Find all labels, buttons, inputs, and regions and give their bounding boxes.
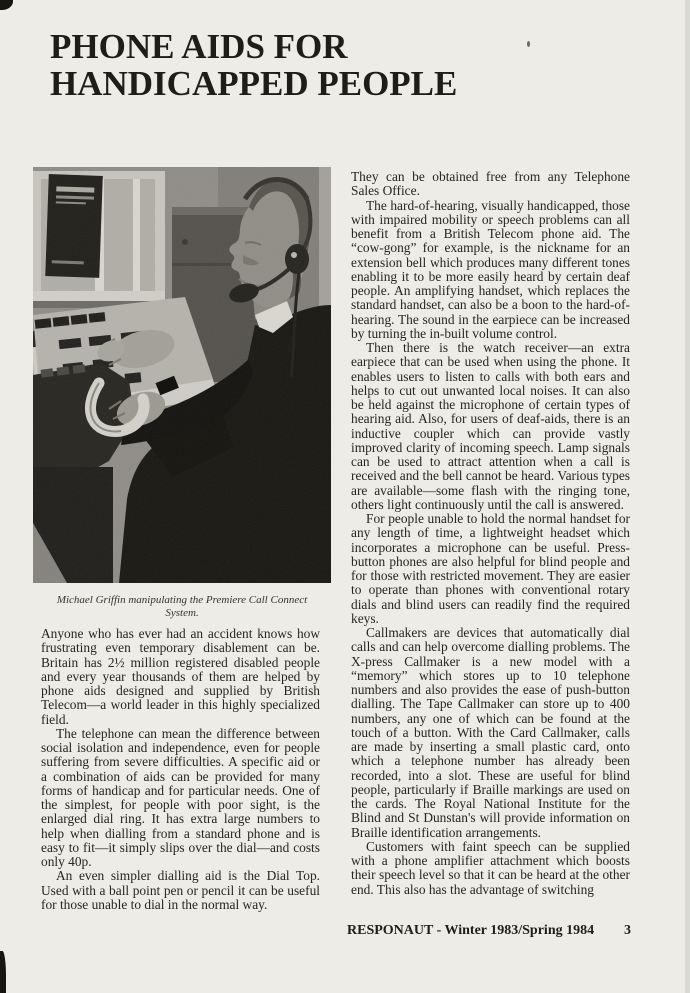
paragraph: Customers with faint speech can be supplied with a phone amplifier attachment which boosts their speech level so that it can be heard at the other end. This also has the advantage of switching [351,838,630,897]
scan-speck [527,41,530,47]
article-title-line1: PHONE AIDS FOR [50,27,348,66]
photo-caption: Michael Griffin manipulating the Premiere Call Connect System. [56,594,308,619]
scan-edge-shadow [685,0,690,993]
article-title [50,28,457,102]
left-column [41,627,320,912]
paragraph: An even simpler dialling aid is the Dial Top. Used with a ball point pen or pencil it can be useful for those unable to dial in the normal way. [41,868,320,912]
page-footer [347,923,631,939]
scan-artifact-bottom-left [0,951,6,993]
paragraph: For people unable to hold the normal handset for any length of time, a lightweight headset which incorporates a microphone can be useful. Press-button phones are also helpful for blind people and for those with restricted movement. They are easier to operate than phones with conventional rotary dials and blind users can readily find the required keys. [351,511,630,626]
paragraph: They can be obtained free from any Telephone Sales Office. [351,169,630,199]
paragraph: The telephone can mean the difference between social isolation and independence, even for people suffering from severe difficulties. A specific aid or a combination of aids can be provided for many forms of handicap and for particular needs. One of the simplest, for people with poor sight, is the enlarged dial ring. It has extra large numbers to help when dialling from a standard phone and is easy to fit—it simply slips over the dial—and costs only 40p. [41,725,320,869]
paragraph: Callmakers are devices that automatically dial calls and can help overcome dialling problems. The X-press Callmaker is a new model with a “memory” which stores up to 10 telephone numbers and also provides the ease of push-button dialling. The Tape Callmaker can store up to 400 numbers, any one of which can be found at the touch of a button. With the Card Callmaker, calls are made by inserting a small plastic card, onto which a telephone number has already been recorded, into a slot. These are useful for blind people, particularly if Braille markings are used on the cards. The Royal National Institute for the Blind and St Dunstan's will provide information on Braille identification arrangements. [351,625,630,840]
paragraph: The hard-of-hearing, visually handicapped, those with impaired mobility or speech problems can all benefit from a British Telecom phone aid. The “cow-gong” for example, is the nickname for an extension bell which produces many different tones enabling it to be more easily heard by certain deaf people. An amplifying handset, which replaces the standard handset, can also be a boon to the hard-of-hearing. The sound in the earpiece can be increased by turning the in-built volume control. [351,197,630,341]
page-number: 3 [624,923,631,938]
paragraph: Anyone who has ever had an accident knows how frustrating even temporary disablement can be. Britain has 2½ million registered disabled people and every year thousands of them are helped by phone aids designed and supplied by British Telecom—a world leader in this highly specialized field. [41,626,320,727]
paragraph: Then there is the watch receiver—an extra earpiece that can be used when using the phone. It enables users to listen to calls with both ears and helps to cut out unwanted local noises. It can also be held against the microphone of certain types of hearing aid. Also, for users of deaf-aids, there is an inductive coupler which can provide vastly improved clarity of incoming speech. Lamp signals can be used to attract attention when a call is received and the bell cannot be heard. Various types are available—some flash with the ringing tone, others light continuously until the call is answered. [351,340,630,512]
photo-man-with-headset-at-console [33,167,331,583]
article-title-line2: HANDICAPPED PEOPLE [50,64,458,103]
journal-issue: RESPONAUT - Winter 1983/Spring 1984 [347,923,595,938]
scan-artifact-top-left [0,0,13,10]
photo-figure [33,167,331,620]
right-column [351,170,630,897]
